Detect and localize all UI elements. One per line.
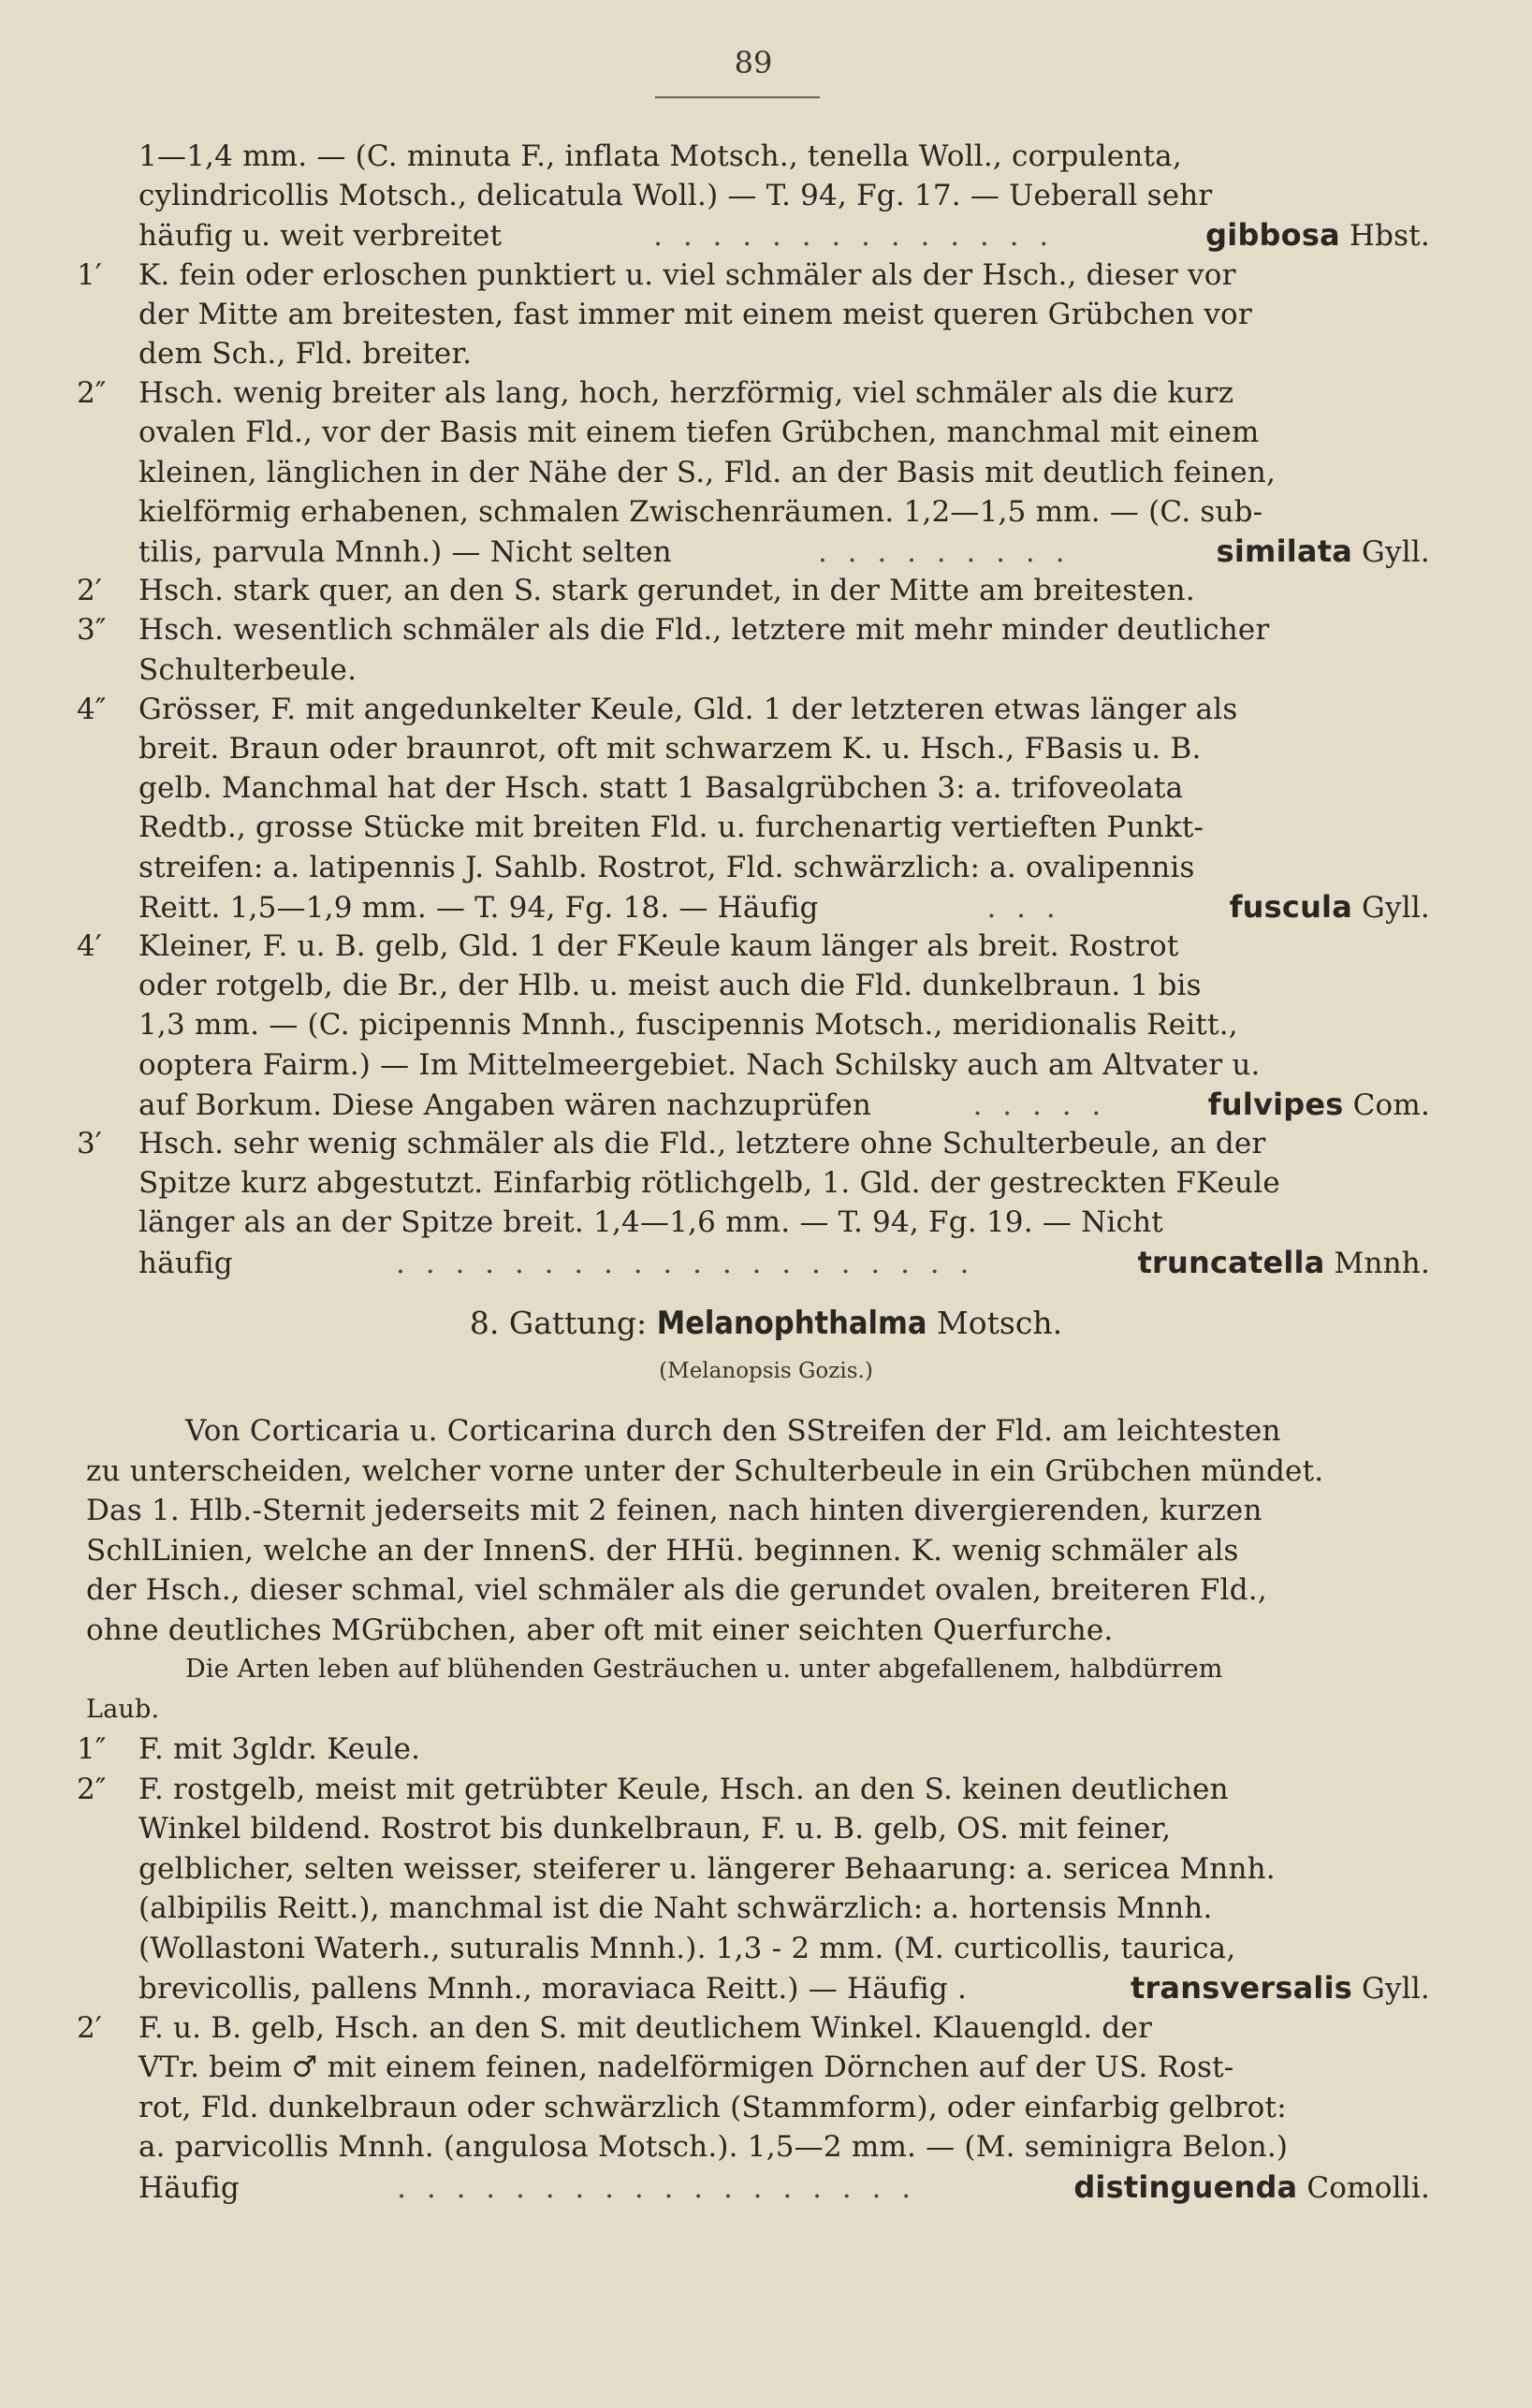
text-line [139,968,1430,1003]
header-rule [655,96,820,98]
text-line [139,217,1430,254]
line-text: Grösser, F. mit angedunkelter Keule, Gld. 1 der letzteren etwas länger als [139,692,1238,726]
genus-name: Melanophthalma [656,1305,927,1342]
text-line [86,1533,1430,1569]
text-line [139,1165,1430,1201]
line-text: tilis, parvula Mnnh.) — Nicht selten [139,535,672,569]
line-text: dem Sch., Fld. breiter. [139,337,473,371]
text-line [139,1245,1430,1281]
dot-leader: . . . . . . . . . . . . . . . . . . . . [396,1246,975,1280]
line-text: F. u. B. gelb, Hsch. an den S. mit deutlichem Winkel. Klauengld. der [139,2010,1153,2045]
species-author: Gyll. [1362,535,1430,569]
line-text: kielförmig erhabenen, schmalen Zwischenräumen. 1,2—1,5 mm. — (C. sub- [139,494,1263,529]
line-text: Das 1. Hlb.-Sternit jederseits mit 2 feinen, nach hinten divergierenden, kurzen [86,1494,1262,1527]
text-line [139,297,1430,332]
line-text: häufig u. weit verbreitet [139,219,503,254]
text-line [139,2090,1430,2125]
line-text: der Hsch., dieser schmal, viel schmäler als die gerundet ovalen, breiteren Fld., [86,1573,1267,1607]
species-author: Comolli. [1306,2170,1430,2205]
text-line [139,178,1430,213]
text-line [139,533,1430,570]
key-marker: 2″ [77,1772,107,1806]
text-line [139,257,1430,293]
genus-author: Motsch. [937,1305,1063,1341]
line-text: a. parvicollis Mnnh. (angulosa Motsch.). 1,5—2 mm. — (M. seminigra Belon.) [139,2130,1289,2164]
text-line [139,375,1430,411]
line-text: rot, Fld. dunkelbraun oder schwärzlich (Stammform), oder einfarbig gelbrot: [139,2090,1287,2124]
text-line [139,2129,1430,2165]
line-text: Hsch. wesentlich schmäler als die Fld., letztere mit mehr minder deutlicher [139,613,1270,648]
line-text: streifen: a. latipennis J. Sahlb. Rostrot, Fld. schwärzlich: a. ovalipennis [139,850,1195,884]
species-name: gibbosa [1205,217,1340,254]
text-line [139,889,1430,926]
text-line [86,1572,1430,1608]
text-line [139,494,1430,530]
text-line [139,1204,1430,1240]
text-line [139,1007,1430,1043]
text-line [139,2169,1430,2206]
text-line [139,1931,1430,1966]
text-line [139,810,1430,845]
line-text: Schulterbeule. [139,652,357,687]
line-text: ooptera Fairm.) — Im Mittelmeergebiet. Nach Schilsky auch am Altvater u. [139,1047,1261,1082]
text-line [139,1047,1430,1083]
key-marker: 1″ [77,1732,107,1766]
text-line [86,1493,1430,1528]
line-text: Kleiner, F. u. B. gelb, Gld. 1 der FKeule kaum länger als breit. Rostrot [139,929,1179,963]
line-text: K. fein oder erloschen punktiert u. viel schmäler als der Hsch., dieser vor [139,257,1236,292]
text-line [86,1613,1430,1648]
key-marker: 4″ [77,692,107,726]
line-text: gelb. Manchmal hat der Hsch. statt 1 Basalgrübchen 3: a. trifoveolata [139,771,1184,806]
text-line [139,1811,1430,1846]
text-line [139,336,1430,372]
line-text: 1—1,4 mm. — (C. minuta F., inflata Motsch., tenella Woll., corpulenta, [139,139,1182,173]
line-text: Von Corticaria u. Corticarina durch den SStreifen der Fld. am leichtesten [185,1414,1281,1448]
text-line [139,612,1430,648]
line-text: F. mit 3gldr. Keule. [139,1732,421,1766]
line-text: SchlLinien, welche an der InnenS. der HHü. beginnen. K. wenig schmäler als [86,1533,1239,1568]
line-text: ohne deutliches MGrübchen, aber oft mit einer seichten Querfurche. [86,1613,1114,1647]
key-marker: 2′ [77,574,102,608]
text-line [139,770,1430,806]
line-text: (albipilis Reitt.), manchmal ist die Naht schwärzlich: a. hortensis Mnnh. [139,1891,1213,1925]
species-name: fuscula [1229,888,1353,925]
line-text: ovalen Fld., vor der Basis mit einem tiefen Grübchen, manchmal mit einem [139,416,1260,450]
text-line [139,573,1430,608]
species-name: fulvipes [1207,1086,1344,1122]
species-name: similata [1216,533,1353,569]
text-line [139,1890,1430,1926]
line-text: Laub. [86,1694,160,1724]
species-author: Gyll. [1362,890,1430,925]
key-marker: 3″ [77,613,107,648]
text-line [139,139,1430,174]
key-marker: 3′ [77,1127,102,1160]
line-text: brevicollis, pallens Mnnh., moraviaca Reitt.) — Häufig . [139,1972,968,2006]
dot-leader: . . . [986,890,1061,925]
line-text: auf Borkum. Diese Angaben wären nachzuprüfen [139,1087,872,1122]
line-text: gelblicher, selten weisser, steiferer u. längerer Behaarung: a. sericea Mnnh. [139,1851,1276,1886]
line-text: der Mitte am breitesten, fast immer mit einem meist queren Grübchen vor [139,297,1252,331]
key-marker: 2′ [77,2010,102,2045]
line-text: VTr. beim ♂ mit einem feinen, nadelförmigen Dörnchen auf der US. Rost- [139,2050,1234,2084]
line-text: Häufig [139,2170,240,2205]
text-line [139,1851,1430,1887]
text-line [139,652,1430,688]
line-text: Die Arten leben auf blühenden Gesträuchen u. unter abgefallenem, halbdürrem [185,1655,1223,1684]
text-line [139,1731,1430,1767]
line-text: kleinen, länglichen in der Nähe der S., Fld. an der Basis mit deutlich feinen, [139,455,1277,489]
key-marker: 1′ [77,257,102,292]
species-author: Gyll. [1362,1972,1430,2006]
species-author: Com. [1352,1087,1430,1122]
line-text: Spitze kurz abgestutzt. Einfarbig rötlichgelb, 1. Gld. der gestreckten FKeule [139,1166,1280,1201]
species-name: transversalis [1130,1970,1353,2006]
genus-synonym: (Melanopsis Gozis.) [659,1359,873,1383]
line-text: Hsch. stark quer, an den S. stark gerundet, in der Mitte am breitesten. [139,574,1195,608]
genus-heading [0,1304,1532,1343]
text-line [185,1652,1430,1687]
text-line [185,1413,1430,1449]
line-text: (Wollastoni Waterh., suturalis Mnnh.). 1,3 - 2 mm. (M. curticollis, taurica, [139,1931,1236,1965]
line-text: Winkel bildend. Rostrot bis dunkelbraun, F. u. B. gelb, OS. mit feiner, [139,1812,1172,1846]
text-line [139,1126,1430,1161]
text-line [139,1087,1430,1123]
text-line [86,1692,1430,1728]
line-text: länger als an der Spitze breit. 1,4—1,6 mm. — T. 94, Fg. 19. — Nicht [139,1205,1163,1240]
species-author: Hbst. [1349,219,1430,254]
text-line [86,1453,1430,1489]
page-number: 89 [734,45,773,80]
key-marker: 2″ [77,376,107,411]
line-text: Hsch. wenig breiter als lang, hoch, herzförmig, viel schmäler als die kurz [139,376,1234,411]
text-line [139,850,1430,885]
text-line [139,1970,1430,2007]
genus-prefix: 8. Gattung: [469,1305,648,1341]
dot-leader: . . . . . . . . . . . . . . . . . . [397,2170,917,2205]
dot-leader: . . . . . [972,1087,1107,1122]
text-line [139,928,1430,964]
text-line [139,1772,1430,1807]
line-text: F. rostgelb, meist mit getrübter Keule, Hsch. an den S. keinen deutlichen [139,1772,1229,1806]
line-text: Hsch. sehr wenig schmäler als die Fld., letztere ohne Schulterbeule, an der [139,1127,1266,1160]
text-line [139,731,1430,766]
line-text: oder rotgelb, die Br., der Hlb. u. meist auch die Fld. dunkelbraun. 1 bis [139,969,1202,1003]
line-text: häufig [139,1246,233,1280]
line-text: Redtb., grosse Stücke mit breiten Fld. u. furchenartig vertieften Punkt- [139,810,1204,845]
text-line [139,415,1430,450]
species-name: truncatella [1137,1244,1325,1280]
line-text: Reitt. 1,5—1,9 mm. — T. 94, Fg. 18. — Häufig [139,890,819,925]
text-line [139,2010,1430,2046]
line-text: zu unterscheiden, welcher vorne unter der Schulterbeule in ein Grübchen mündet. [86,1453,1324,1488]
species-author: Mnnh. [1334,1246,1430,1280]
text-line [139,455,1430,490]
dot-leader: . . . . . . . . . [817,535,1071,569]
text-line [139,2050,1430,2085]
dot-leader: . . . . . . . . . . . . . . [653,219,1055,254]
species-name: distinguenda [1073,2168,1298,2205]
line-text: cylindricollis Motsch., delicatula Woll.) — T. 94, Fg. 17. — Ueberall sehr [139,179,1213,213]
text-line [139,692,1430,727]
line-text: breit. Braun oder braunrot, oft mit schwarzem K. u. Hsch., FBasis u. B. [139,732,1202,766]
line-text: 1,3 mm. — (C. picipennis Mnnh., fuscipennis Motsch., meridionalis Reitt., [139,1008,1238,1043]
key-marker: 4′ [77,929,102,963]
